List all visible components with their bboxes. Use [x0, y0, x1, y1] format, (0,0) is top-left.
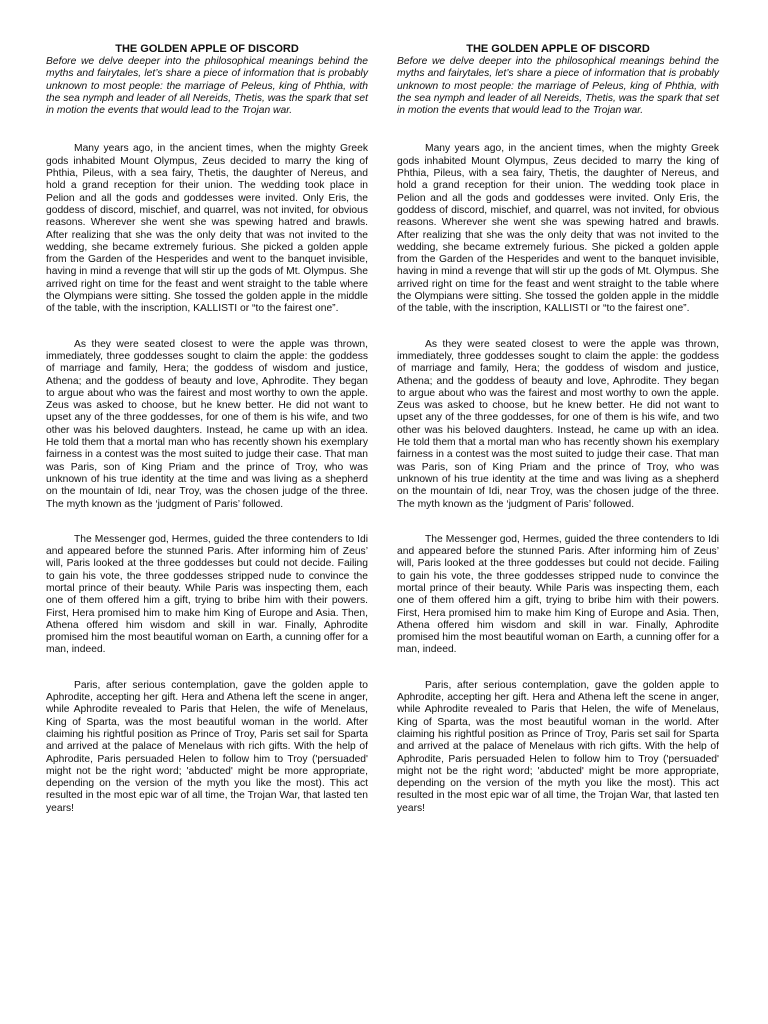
article-title: THE GOLDEN APPLE OF DISCORD [466, 43, 650, 55]
intro-paragraph: Before we delve deeper into the philosophical meanings behind the myths and fairytales, let’s share a piece of information that is probably unknown to most people: the marriage of Peleus, king of Phthia, with the sea nymph and leader of all Nereids, Thetis, was the spark that set in motion the events that would lead to the Trojan war. [397, 56, 719, 117]
body-paragraph-1: Many years ago, in the ancient times, when the mighty Greek gods inhabited Mount Olympus, Zeus decided to marry the king of Phthia, Pileus, with a sea fairy, Thetis, the daughter of Nereus, and hold a grand reception for their union. The wedding took place in Pelion and all the gods and goddesses were invited. Only Eris, the goddess of discord, mischief, and quarrel, was not invited, for obvious reasons. Wherever she went she was spewing hatred and brawls. After realizing that she was the only deity that was not invited to the wedding, she became extremely furious. She picked a golden apple from the Garden of the Hesperides and went to the banquet invisible, having in mind a revenge that will stir up the gods of Mt. Olympus. She arrived right on time for the feast and went straight to the table where the Olympians were sitting. She tossed the golden apple in the middle of the table, with the inscription, KALLISTI or “to the fairest one”. [397, 143, 719, 315]
body-paragraph-2: As they were seated closest to were the apple was thrown, immediately, three goddesses sought to claim the apple: the goddess of marriage and family, Hera; the goddess of wisdom and justice, Athena; and the goddess of beauty and love, Aphrodite. They began to argue about who was the fairest and most worthy to own the apple. Zeus was asked to choose, but he knew better. He did not want to upset any of the three goddesses, for one of them is his wife, and two other was his beloved daughters. Instead, he came up with an idea. He told them that a mortal man who has recently shown his exemplary fairness in a contest was the most suited to judge their case. That man was Paris, son of King Priam and the prince of Troy, who was unknown of his true identity at the time and was living as a shepherd on the mountain of Idi, near Troy, was the chosen judge of the three. The myth known as the ‘judgment of Paris’ followed. [46, 338, 368, 510]
intro-paragraph: Before we delve deeper into the philosophical meanings behind the myths and fairytales, let’s share a piece of information that is probably unknown to most people: the marriage of Peleus, king of Phthia, with the sea nymph and leader of all Nereids, Thetis, was the spark that set in motion the events that would lead to the Trojan war. [46, 56, 368, 117]
left-column [46, 42, 368, 838]
body-paragraph-4: Paris, after serious contemplation, gave the golden apple to Aphrodite, accepting her gift. Hera and Athena left the scene in anger, while Aphrodite revealed to Paris that Helen, the wife of Menelaus, King of Sparta, was the most beautiful woman in the world. After claiming his rightful position as Prince of Troy, Paris set sail for Sparta and arrived at the palace of Menelaus with rich gifts. With the help of Aphrodite, Paris persuaded Helen to follow him to Troy ('persuaded' might not be the right word; 'abducted' might be more appropriate, depending on the version of the myth you like the most). This act resulted in the most epic war of all time, the Trojan War, that lasted ten years! [397, 679, 719, 814]
body-paragraph-2: As they were seated closest to were the apple was thrown, immediately, three goddesses sought to claim the apple: the goddess of marriage and family, Hera; the goddess of wisdom and justice, Athena; and the goddess of beauty and love, Aphrodite. They began to argue about who was the fairest and most worthy to own the apple. Zeus was asked to choose, but he knew better. He did not want to upset any of the three goddesses, for one of them is his wife, and two other was his beloved daughters. Instead, he came up with an idea. He told them that a mortal man who has recently shown his exemplary fairness in a contest was the most suited to judge their case. That man was Paris, son of King Priam and the prince of Troy, who was unknown of his true identity at the time and was living as a shepherd on the mountain of Idi, near Troy, was the chosen judge of the three. The myth known as the ‘judgment of Paris’ followed. [397, 338, 719, 510]
body-paragraph-3: The Messenger god, Hermes, guided the three contenders to Idi and appeared before the stunned Paris. After informing him of Zeus’ will, Paris looked at the three goddesses but could not decide. Failing to gain his vote, the three goddesses stripped nude to convince the mortal prince of their beauty. While Paris was inspecting them, each one of them offered him a gift, trying to bribe him with their powers. First, Hera promised him to make him King of Europe and Asia. Then, Athena offered him wisdom and skill in war. Finally, Aphrodite promised him the most beautiful woman on Earth, a cunning offer for a man, indeed. [46, 533, 368, 656]
body-paragraph-1: Many years ago, in the ancient times, when the mighty Greek gods inhabited Mount Olympus, Zeus decided to marry the king of Phthia, Pileus, with a sea fairy, Thetis, the daughter of Nereus, and hold a grand reception for their union. The wedding took place in Pelion and all the gods and goddesses were invited. Only Eris, the goddess of discord, mischief, and quarrel, was not invited, for obvious reasons. Wherever she went she was spewing hatred and brawls. After realizing that she was the only deity that was not invited to the wedding, she became extremely furious. She picked a golden apple from the Garden of the Hesperides and went to the banquet invisible, having in mind a revenge that will stir up the gods of Mt. Olympus. She arrived right on time for the feast and went straight to the table where the Olympians were sitting. She tossed the golden apple in the middle of the table, with the inscription, KALLISTI or “to the fairest one”. [46, 143, 368, 315]
article-title: THE GOLDEN APPLE OF DISCORD [115, 43, 299, 55]
body-paragraph-3: The Messenger god, Hermes, guided the three contenders to Idi and appeared before the stunned Paris. After informing him of Zeus’ will, Paris looked at the three goddesses but could not decide. Failing to gain his vote, the three goddesses stripped nude to convince the mortal prince of their beauty. While Paris was inspecting them, each one of them offered him a gift, trying to bribe him with their powers. First, Hera promised him to make him King of Europe and Asia. Then, Athena offered him wisdom and skill in war. Finally, Aphrodite promised him the most beautiful woman on Earth, a cunning offer for a man, indeed. [397, 533, 719, 656]
body-paragraph-4: Paris, after serious contemplation, gave the golden apple to Aphrodite, accepting her gift. Hera and Athena left the scene in anger, while Aphrodite revealed to Paris that Helen, the wife of Menelaus, King of Sparta, was the most beautiful woman in the world. After claiming his rightful position as Prince of Troy, Paris set sail for Sparta and arrived at the palace of Menelaus with rich gifts. With the help of Aphrodite, Paris persuaded Helen to follow him to Troy ('persuaded' might not be the right word; 'abducted' might be more appropriate, depending on the version of the myth you like the most). This act resulted in the most epic war of all time, the Trojan War, that lasted ten years! [46, 679, 368, 814]
right-column [397, 42, 719, 838]
